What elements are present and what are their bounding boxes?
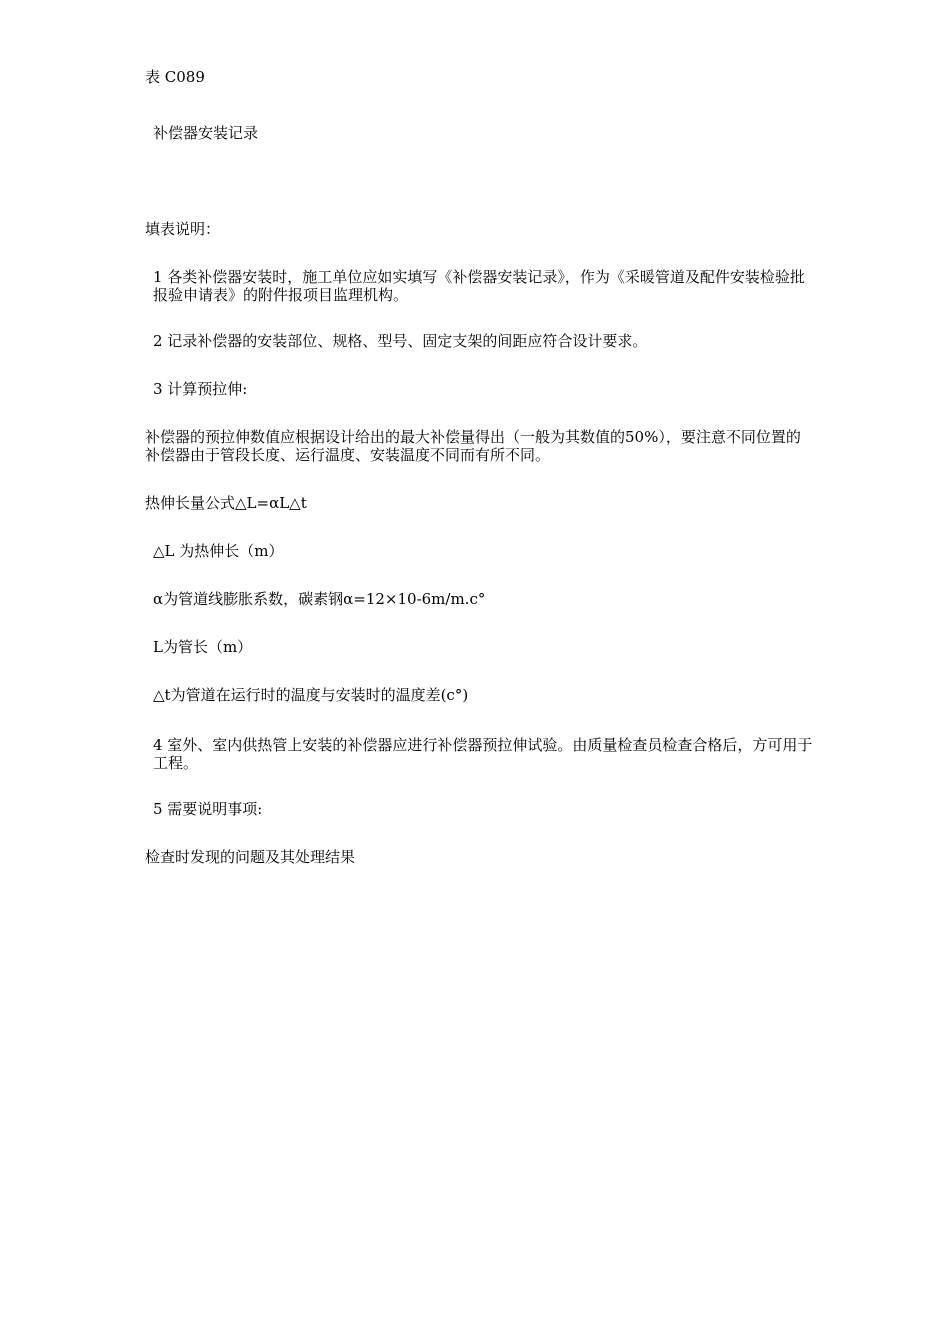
note-formula-alpha: α为管道线膨胀系数，碳素钢α=12×10-6m/m.c° <box>153 590 486 608</box>
note-item-3: 3 计算预拉伸: <box>153 380 248 398</box>
form-code: 表 C089 <box>145 68 205 86</box>
note-check-results: 检查时发现的问题及其处理结果 <box>145 848 356 866</box>
note-formula-l: L为管长（m） <box>153 638 253 656</box>
note-formula-delta-t: △t为管道在运行时的温度与安装时的温度差(c°) <box>153 686 469 704</box>
note-item-1: 1 各类补偿器安装时，施工单位应如实填写《补偿器安装记录》，作为《采暖管道及配件安装检验批报验申请表》的附件报项目监理机构。 <box>153 268 805 304</box>
note-item-5: 5 需要说明事项: <box>153 800 263 818</box>
document-title: 补偿器安装记录 <box>153 124 259 142</box>
note-formula: 热伸长量公式△L=αL△t <box>145 494 307 512</box>
notes-heading: 填表说明： <box>145 220 221 238</box>
note-formula-delta-l: △L 为热伸长（m） <box>153 542 284 560</box>
note-item-4: 4 室外、室内供热管上安装的补偿器应进行补偿器预拉伸试验。由质量检查员检查合格后，方可用于工程。 <box>153 736 813 772</box>
note-item-2: 2 记录补偿器的安装部位、规格、型号、固定支架的间距应符合设计要求。 <box>153 332 648 350</box>
note-pretension-text: 补偿器的预拉伸数值应根据设计给出的最大补偿量得出（一般为其数值的50%），要注意不同位置的补偿器由于管段长度、运行温度、安装温度不同而有所不同。 <box>145 428 801 464</box>
